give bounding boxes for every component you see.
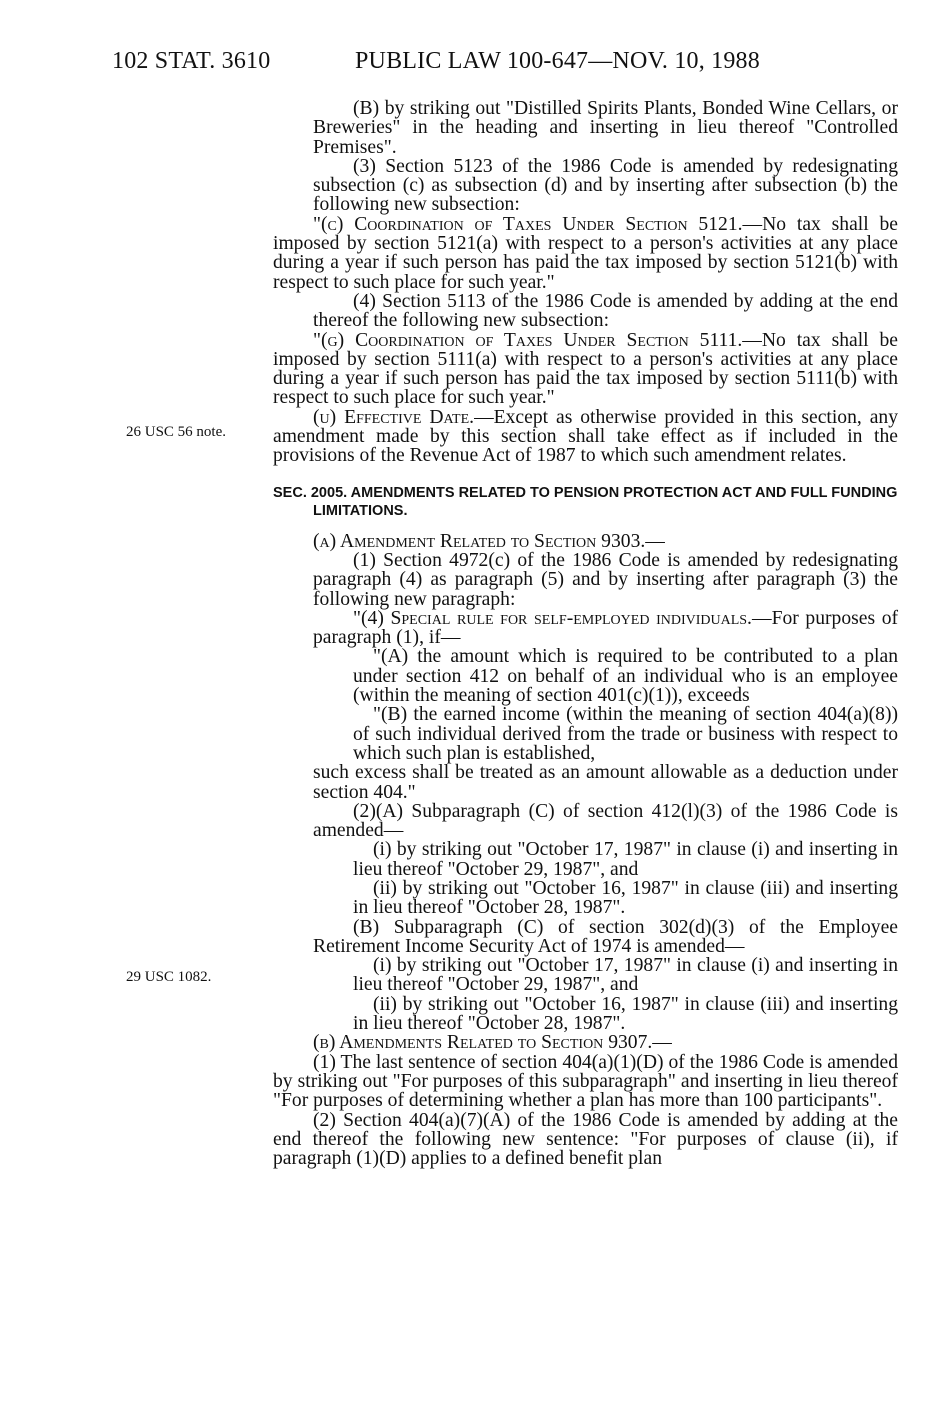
page-header xyxy=(0,48,947,88)
paragraph: (i) by striking out "October 17, 1987" in clause (i) and inserting in lieu thereof "October 29, 1987", and xyxy=(353,955,898,996)
stat-page-number: 102 STAT. 3610 xyxy=(112,48,271,74)
paragraph: (B) Subparagraph (C) of section 302(d)(3) of the Employee Retirement Income Security Act of 1974 is amended— xyxy=(313,916,898,957)
paragraph xyxy=(273,331,898,408)
paragraph-heading: (b) Amendments Related to Section 9307. xyxy=(313,1032,653,1054)
paragraph-text: — xyxy=(645,530,665,552)
public-law-title: PUBLIC LAW 100-647—NOV. 10, 1988 xyxy=(355,48,760,74)
paragraph: (ii) by striking out "October 16, 1987" in clause (iii) and inserting in lieu thereof "October 28, 1987". xyxy=(353,993,898,1035)
paragraph xyxy=(273,609,898,648)
section-heading: SEC. 2005. AMENDMENTS RELATED TO PENSION PROTECTION ACT AND FULL FUNDING LIMITATIONS. xyxy=(273,484,898,519)
paragraph-text: — xyxy=(652,1032,672,1054)
paragraph: (1) The last sentence of section 404(a)(1)(D) of the 1986 Code is amended by striking out "For purposes of this subparagraph" and inserting in lieu thereof "For purposes of determining whether a plan has more than 100 participants". xyxy=(273,1051,898,1112)
paragraph xyxy=(273,1033,898,1052)
paragraph-text: —No tax shall be imposed by section 5111(a) with respect to a person's activities at any place during a year if such person has paid the tax imposed by section 5111(b) with respect to such place for such year." xyxy=(273,329,898,409)
paragraph-text: —Except as otherwise provided in this section, any amendment made by this section shall take effect as if included in the provisions of the Revenue Act of 1987 to which such amendment relates. xyxy=(273,406,898,467)
paragraph: "(A) the amount which is required to be contributed to a plan under section 412 on behalf of an individual who is an employee (within the meaning of section 401(c)(1)), exceeds xyxy=(353,646,898,707)
paragraph-heading: (u) Effective Date. xyxy=(313,406,475,428)
paragraph-text: —For purposes of paragraph (1), if— xyxy=(313,607,899,649)
paragraph xyxy=(273,215,898,292)
paragraph: such excess shall be treated as an amount allowable as a deduction under section 404." xyxy=(313,762,898,803)
paragraph-text: —No tax shall be imposed by section 5121(a) with respect to a person's activities at any place during a year if such person has paid the tax imposed by section 5121(b) with respect to such place for such year." xyxy=(273,213,898,293)
paragraph: (B) by striking out "Distilled Spirits Plants, Bonded Wine Cellars, or Breweries" in the heading and inserting in lieu thereof "Controlled Premises". xyxy=(313,98,898,158)
paragraph: (4) Section 5113 of the 1986 Code is amended by adding at the end thereof the following new subsection: xyxy=(313,290,898,332)
paragraph: (i) by striking out "October 17, 1987" in clause (i) and inserting in lieu thereof "October 29, 1987", and xyxy=(353,839,898,880)
margin-note-29-usc: 29 USC 1082. xyxy=(126,969,212,985)
paragraph: (1) Section 4972(c) of the 1986 Code is amended by redesignating paragraph (4) as paragraph (5) and by inserting after paragraph (3) the following new paragraph: xyxy=(313,549,898,610)
paragraph-heading: (a) Amendment Related to Section 9303. xyxy=(313,530,646,552)
paragraph: (2)(A) Subparagraph (C) of section 412(l)(3) of the 1986 Code is amended— xyxy=(313,800,898,842)
margin-note-26-usc: 26 USC 56 note. xyxy=(126,424,227,440)
paragraph: (ii) by striking out "October 16, 1987" in clause (iii) and inserting in lieu thereof "October 28, 1987". xyxy=(353,877,898,919)
paragraph-heading: "(c) Coordination of Taxes Under Section 5121. xyxy=(313,213,743,235)
paragraph: (3) Section 5123 of the 1986 Code is amended by redesignating subsection (c) as subsection (d) and by inserting after subsection (b) the following new subsection: xyxy=(313,155,898,216)
paragraph: (2) Section 404(a)(7)(A) of the 1986 Code is amended by adding at the end thereof the following new sentence: "For purposes of clause (ii), if paragraph (1)(D) applies to a defined benefit plan xyxy=(273,1109,898,1170)
paragraph: "(B) the earned income (within the meaning of section 404(a)(8)) of such individual derived from the trade or business with respect to which such plan is established, xyxy=(353,704,898,764)
paragraph xyxy=(273,408,898,466)
paragraph xyxy=(273,532,898,551)
document-body xyxy=(273,99,898,1168)
paragraph-heading: "(4) Special rule for self-employed individuals. xyxy=(353,607,752,629)
paragraph-heading: "(g) Coordination of Taxes Under Section 5111. xyxy=(313,329,743,351)
